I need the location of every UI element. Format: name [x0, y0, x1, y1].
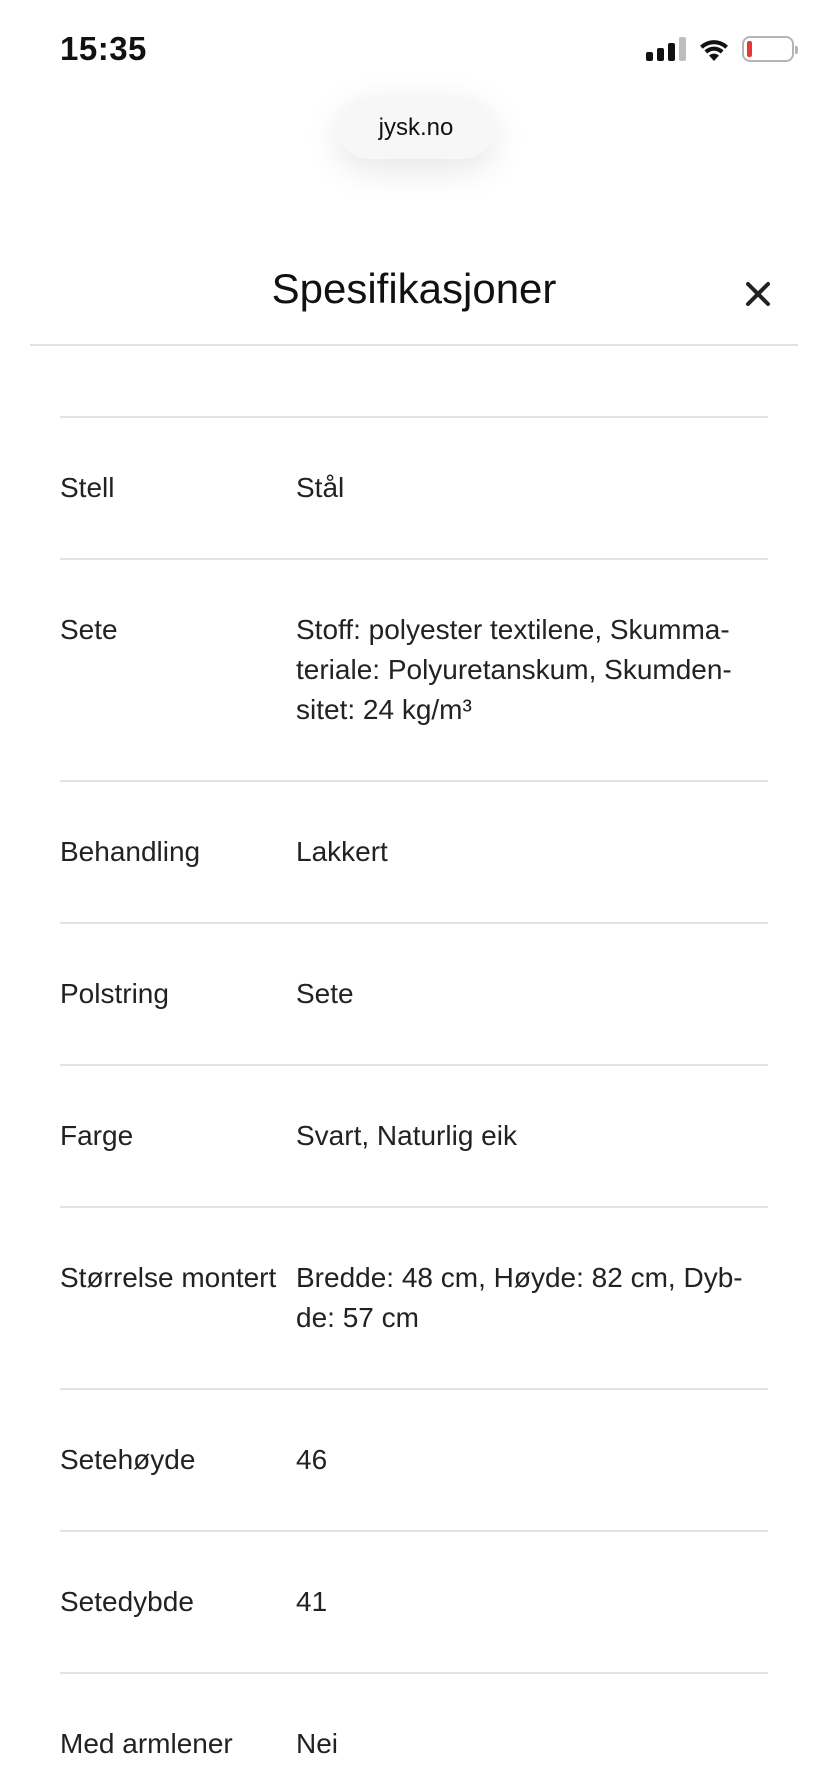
sheet-title: Spesifikasjoner	[271, 265, 557, 312]
spec-row	[60, 1208, 768, 1390]
spec-value: Sete	[296, 978, 354, 1009]
spec-row	[60, 1532, 768, 1674]
spec-label: Polstring	[60, 978, 169, 1009]
spec-value: 41	[296, 1586, 328, 1617]
spec-row	[60, 1390, 768, 1532]
close-icon	[738, 274, 778, 314]
spec-row	[60, 418, 768, 560]
spec-row	[60, 782, 768, 924]
status-icons	[646, 36, 794, 62]
sheet-header	[30, 250, 798, 346]
spec-value: Bredde: 48 cm, Høyde: 82 cm, Dyb-de: 57 cm	[296, 1262, 743, 1333]
spec-label: Behandling	[60, 836, 201, 867]
signal-icon	[646, 37, 686, 61]
spec-row	[60, 560, 768, 782]
spec-label: Setedybde	[60, 1586, 194, 1617]
spec-label: Størrelse montert	[60, 1262, 277, 1293]
url-bar[interactable]	[338, 97, 494, 159]
battery-icon	[742, 36, 794, 62]
spec-label: Setehøyde	[60, 1444, 196, 1475]
close-button[interactable]	[738, 274, 778, 314]
battery-level	[747, 41, 752, 57]
status-time: 15:35	[60, 30, 147, 67]
spec-label: Stell	[60, 472, 115, 503]
spec-label: Med armlener	[60, 1728, 233, 1759]
spec-label: Sete	[60, 614, 118, 645]
spec-row	[60, 1674, 768, 1792]
spec-value: 46	[296, 1444, 328, 1475]
wifi-icon	[698, 36, 730, 62]
spec-value: Nei	[296, 1728, 339, 1759]
status-bar	[0, 0, 828, 100]
spec-value: Lakkert	[296, 836, 388, 867]
spec-row	[60, 1066, 768, 1208]
spec-value: Stoff: polyester textilene, Skumma-teriale: Polyuretanskum, Skumden-sitet: 24 kg/m³	[296, 614, 732, 725]
url-text: jysk.no	[378, 114, 454, 141]
spec-list	[60, 416, 768, 1792]
spec-value: Svart, Naturlig eik	[296, 1120, 517, 1151]
spec-row	[60, 924, 768, 1066]
spec-label: Farge	[60, 1120, 134, 1151]
spec-value: Stål	[296, 472, 345, 503]
